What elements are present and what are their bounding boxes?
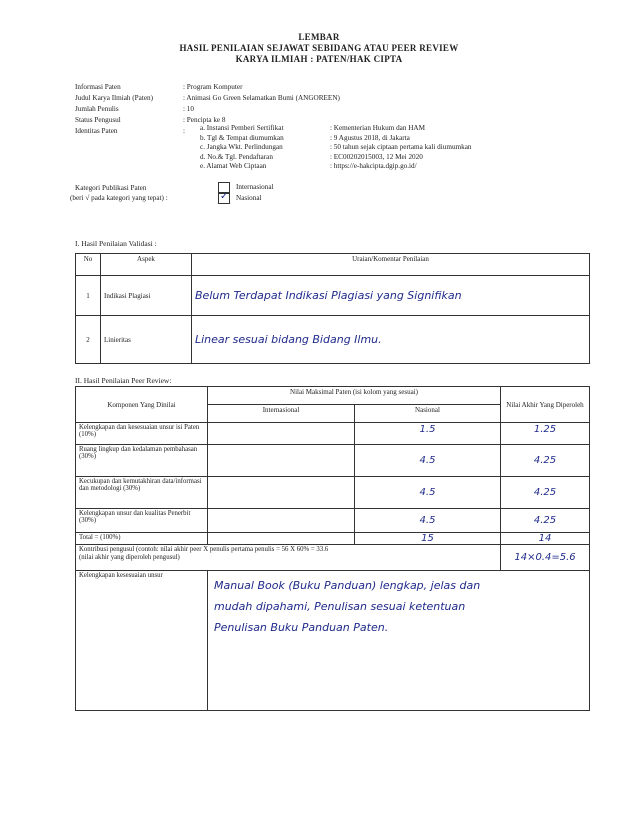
row-no: 1 bbox=[76, 276, 101, 316]
col-header-nilai-max: Nilai Maksimal Paten (isi kolom yang sesuai) bbox=[208, 387, 501, 405]
kelengkapan-comment-line: mudah dipahami, Penulisan sesuai ketentuan bbox=[214, 600, 466, 613]
total-nasional: 15 bbox=[355, 533, 501, 545]
row-nasional: 1.5 bbox=[355, 423, 501, 445]
kelengkapan-label: Kelengkapan kesesuaian unsur bbox=[76, 571, 208, 711]
row-nasional: 4.5 bbox=[355, 445, 501, 477]
info-label: Identitas Paten bbox=[75, 127, 118, 135]
total-internasional bbox=[208, 533, 355, 545]
identity-value: : 9 Agustus 2018, di Jakarta bbox=[330, 133, 410, 142]
total-label: Total = (100%) bbox=[76, 533, 208, 545]
check-icon: ✓ bbox=[220, 191, 229, 202]
total-row bbox=[76, 533, 590, 545]
kontribusi-line-2: (nilai akhir yang diperoleh pengusul) bbox=[79, 554, 180, 561]
total-akhir: 14 bbox=[501, 533, 590, 545]
section-1-title: I. Hasil Penilaian Validasi : bbox=[75, 239, 157, 248]
identity-row bbox=[200, 162, 620, 172]
checkbox-nasional[interactable] bbox=[218, 193, 230, 204]
info-row bbox=[75, 82, 615, 93]
identity-label: d. No.& Tgl. Pendaftaran bbox=[200, 152, 273, 161]
kelengkapan-comment-line: Manual Book (Buku Panduan) lengkap, jelas dan bbox=[214, 579, 481, 592]
identity-value: : EC00202015003, 12 Mei 2020 bbox=[330, 152, 423, 161]
row-no: 2 bbox=[76, 316, 101, 364]
table-header-row bbox=[76, 254, 590, 276]
info-label: Jumlah Penulis bbox=[75, 105, 119, 113]
col-header-komponen: Komponen Yang Dinilai bbox=[76, 387, 208, 423]
table-row bbox=[76, 477, 590, 509]
row-akhir: 4.25 bbox=[501, 445, 590, 477]
col-header-nasional: Nasional bbox=[355, 405, 501, 423]
row-internasional bbox=[208, 509, 355, 533]
table-row bbox=[76, 423, 590, 445]
info-label: Judul Karya Ilmiah (Paten) bbox=[75, 94, 154, 102]
col-header-uraian: Uraian/Komentar Penilaian bbox=[192, 254, 590, 276]
category-label-1: Kategori Publikasi Paten bbox=[75, 184, 147, 192]
row-akhir: 4.25 bbox=[501, 477, 590, 509]
kontribusi-line-1: Kontribusi pengusul (contoh: nilai akhir peer X penulis pertama penulis = 56 X 60% = 33.6 bbox=[79, 546, 329, 553]
col-header-internasional: Internasional bbox=[208, 405, 355, 423]
peer-review-table bbox=[75, 386, 590, 711]
col-header-akhir: Nilai Akhir Yang Diperoleh bbox=[501, 387, 590, 423]
row-internasional bbox=[208, 423, 355, 445]
table-header-row bbox=[76, 387, 590, 405]
doc-title-hasil: HASIL PENILAIAN SEJAWAT SEBIDANG ATAU PEER REVIEW bbox=[179, 43, 459, 53]
row-komponen: Ruang lingkup dan kedalaman pembahasan (30%) bbox=[76, 445, 208, 477]
table-row bbox=[76, 316, 590, 364]
info-row bbox=[75, 93, 615, 104]
row-komponen: Kelengkapan unsur dan kualitas Penerbit (30%) bbox=[76, 509, 208, 533]
row-nasional: 4.5 bbox=[355, 509, 501, 533]
option-label: Internasional bbox=[236, 183, 274, 192]
row-nasional: 4.5 bbox=[355, 477, 501, 509]
row-akhir: 1.25 bbox=[501, 423, 590, 445]
doc-title-karya: KARYA ILMIAH : PATEN/HAK CIPTA bbox=[235, 54, 403, 64]
identity-value: : 50 tahun sejak ciptaan pertama kali diumumkan bbox=[330, 143, 472, 151]
kelengkapan-comment-line: Penulisan Buku Panduan Paten. bbox=[214, 621, 389, 634]
identity-label: a. Instansi Pemberi Sertifikat bbox=[200, 124, 284, 132]
row-internasional bbox=[208, 445, 355, 477]
option-label: Nasional bbox=[236, 194, 262, 203]
category-option-nasional[interactable] bbox=[218, 193, 262, 204]
identity-value: : https://e-hakcipta.dgip.go.id/ bbox=[330, 162, 417, 170]
table-row bbox=[76, 445, 590, 477]
table-row bbox=[76, 276, 590, 316]
col-header-aspek: Aspek bbox=[101, 254, 192, 276]
validation-table bbox=[75, 253, 590, 364]
identity-row bbox=[200, 143, 620, 153]
info-value: : bbox=[183, 127, 185, 135]
identity-label: e. Alamat Web Ciptaan bbox=[200, 162, 267, 170]
kontribusi-value: 14×0.4=5.6 bbox=[501, 545, 590, 571]
info-row bbox=[75, 104, 615, 115]
doc-title-lembar: LEMBAR bbox=[298, 32, 340, 42]
row-internasional bbox=[208, 477, 355, 509]
info-value: : Animasi Go Green Selamatkan Bumi (ANGOREEN) bbox=[183, 94, 340, 102]
identity-block bbox=[200, 124, 620, 172]
row-komponen: Kecukupan dan kemutakhiran data/informasi dan metodologi (30%) bbox=[76, 477, 208, 509]
info-value: : Program Komputer bbox=[183, 83, 243, 91]
info-label: Status Pengusul bbox=[75, 116, 121, 124]
info-value: : Pencipta ke 8 bbox=[183, 116, 226, 124]
row-aspek: Indikasi Plagiasi bbox=[101, 276, 192, 316]
col-header-no: No bbox=[76, 254, 101, 276]
identity-row bbox=[200, 153, 620, 163]
kelengkapan-comment bbox=[208, 571, 590, 711]
section-2-title: II. Hasil Penilaian Peer Review: bbox=[75, 376, 172, 385]
identity-label: c. Jangka Wkt. Perlindungan bbox=[200, 143, 283, 151]
table-row bbox=[76, 509, 590, 533]
kontribusi-label bbox=[76, 545, 501, 571]
identity-label: b. Tgl & Tempat diumumkan bbox=[200, 133, 284, 142]
identity-value: : Kementerian Hukum dan HAM bbox=[330, 124, 426, 132]
row-komponen: Kelengkapan dan kesesuaian unsur isi Paten (10%) bbox=[76, 423, 208, 445]
row-akhir: 4.25 bbox=[501, 509, 590, 533]
row-comment: Linear sesuai bidang Bidang Ilmu. bbox=[192, 316, 590, 364]
identity-row bbox=[200, 134, 620, 144]
row-comment: Belum Terdapat Indikasi Plagiasi yang Signifikan bbox=[192, 276, 590, 316]
info-value: : 10 bbox=[183, 105, 194, 113]
row-aspek: Linieritas bbox=[101, 316, 192, 364]
identity-row bbox=[200, 124, 620, 134]
kelengkapan-row bbox=[76, 571, 590, 711]
kontribusi-row bbox=[76, 545, 590, 571]
category-label-2: (beri √ pada kategori yang tepat) : bbox=[70, 194, 168, 202]
info-label: Informasi Paten bbox=[75, 83, 121, 91]
